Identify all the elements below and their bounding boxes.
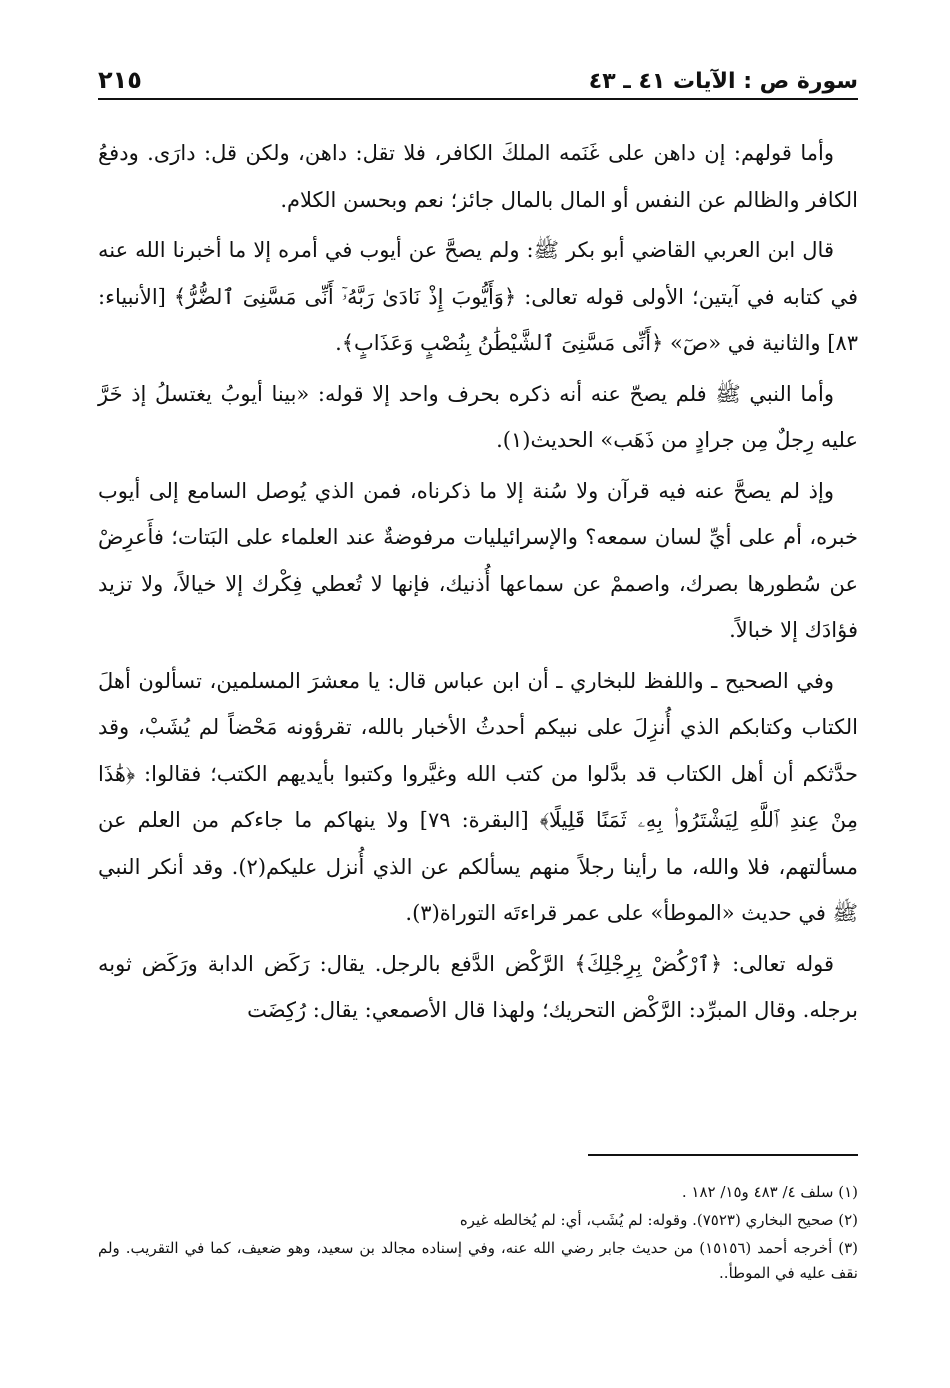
footnotes — [98, 1180, 858, 1289]
page-header — [98, 60, 858, 100]
book-page — [98, 60, 858, 1330]
footnote-1: (١) سلف ٤/ ٤٨٣ و١٥/ ١٨٢ . — [681, 1183, 858, 1201]
paragraph-5: وفي الصحيح ـ واللفظ للبخاري ـ أن ابن عباس قال: يا معشرَ المسلمين، تسألون أهلَ الكتاب وكتابكم الذي أُنزِلَ على نبيكم أحدثُ الأخبار بالله، تقرؤونه مَحْضاً لم يُشَبْ، وقد حدَّثكم أن أهل الكتاب قد بدَّلوا من كتب الله وغيَّروا وكتبوا بأيديهم الكتب؛ فقالوا: ﴿هَٰذَا مِنْ عِندِ ٱللَّهِ لِيَشْتَرُوا۟ بِهِۦ ثَمَنًا قَلِيلًا﴾ [البقرة: ٧٩] ولا ينهاكم ما جاءكم من العلم عن مسألتهم، فلا والله، ما رأينا رجلاً منهم يسألكم عن الذي أُنزل عليكم(٢). وقد أنكر النبي ﷺ في حديث «الموطأ» على عمر قراءتَه التوراة(٣). — [98, 668, 858, 925]
paragraph-6: قوله تعالى: ﴿ٱرْكُضْ بِرِجْلِكَ﴾ الرَّكْض الدَّفع بالرجل. يقال: رَكَض الدابة ورَكَض ثوبه برجله. وقال المبرِّد: الرَّكْض التحريك؛ ولهذا قال الأصمعي: يقال: رُكِضَت — [98, 951, 858, 1022]
footnote-2: (٢) صحيح البخاري (٧٥٢٣). وقوله: لم يُشَب، أي: لم يُخالطه غيره — [459, 1211, 858, 1229]
paragraph-3: وأما النبي ﷺ فلم يصحّ عنه أنه ذكره بحرف واحد إلا قوله: «بينا أيوبُ يغتسلُ إذ خَرَّ عليه رِجلٌ مِن جرادٍ من ذَهَب» الحديث(١). — [98, 381, 858, 452]
page-number: ٢١٥ — [98, 66, 142, 94]
paragraph-1: وأما قولهم: إن داهن على غَنَمه الملكَ الكافر، فلا تقل: داهن، ولكن قل: دارَى. ودفعُ الكافر والظالم عن النفس أو المال بالمال جائز؛ نعم وبحسن الكلام. — [98, 141, 858, 212]
paragraph-2: قال ابن العربي القاضي أبو بكر ﷺ: ولم يصحَّ عن أيوب في أمره إلا ما أخبرنا الله عنه في كتابه في آيتين؛ الأولى قوله تعالى: ﴿وَأَيُّوبَ إِذْ نَادَىٰ رَبَّهُۥٓ أَنِّى مَسَّنِىَ ٱلضُّرُّ﴾ [الأنبياء: ٨٣] والثانية في «صٓ» ﴿أَنِّى مَسَّنِىَ ٱلشَّيْطَٰنُ بِنُصْبٍ وَعَذَابٍ﴾. — [98, 238, 858, 355]
footnote-3: (٣) أخرجه أحمد (١٥١٥٦) من حديث جابر رضي الله عنه، وفي إسناده مجالد بن سعيد، وهو ضعيف، كما في التقريب. ولم نقف عليه في الموطأ.. — [98, 1239, 858, 1282]
running-title: سورة ص : الآيات ٤١ ـ ٤٣ — [588, 69, 858, 94]
main-text — [98, 130, 858, 1034]
paragraph-4: وإذ لم يصحَّ عنه فيه قرآن ولا سُنة إلا ما ذكرناه، فمن الذي يُوصل السامع إلى أيوب خبره، أم على أيِّ لسان سمعه؟ والإسرائيليات مرفوضةٌ عند العلماء على البَتات؛ فأَعرِضْ عن سُطورها بصرك، واصممْ عن سماعها أُذنيك، فإنها لا تُعطي فِكْرك إلا خيالاً، ولا تزيد فؤادَك إلا خبالاً. — [98, 478, 858, 642]
footnote-separator — [588, 1154, 858, 1156]
